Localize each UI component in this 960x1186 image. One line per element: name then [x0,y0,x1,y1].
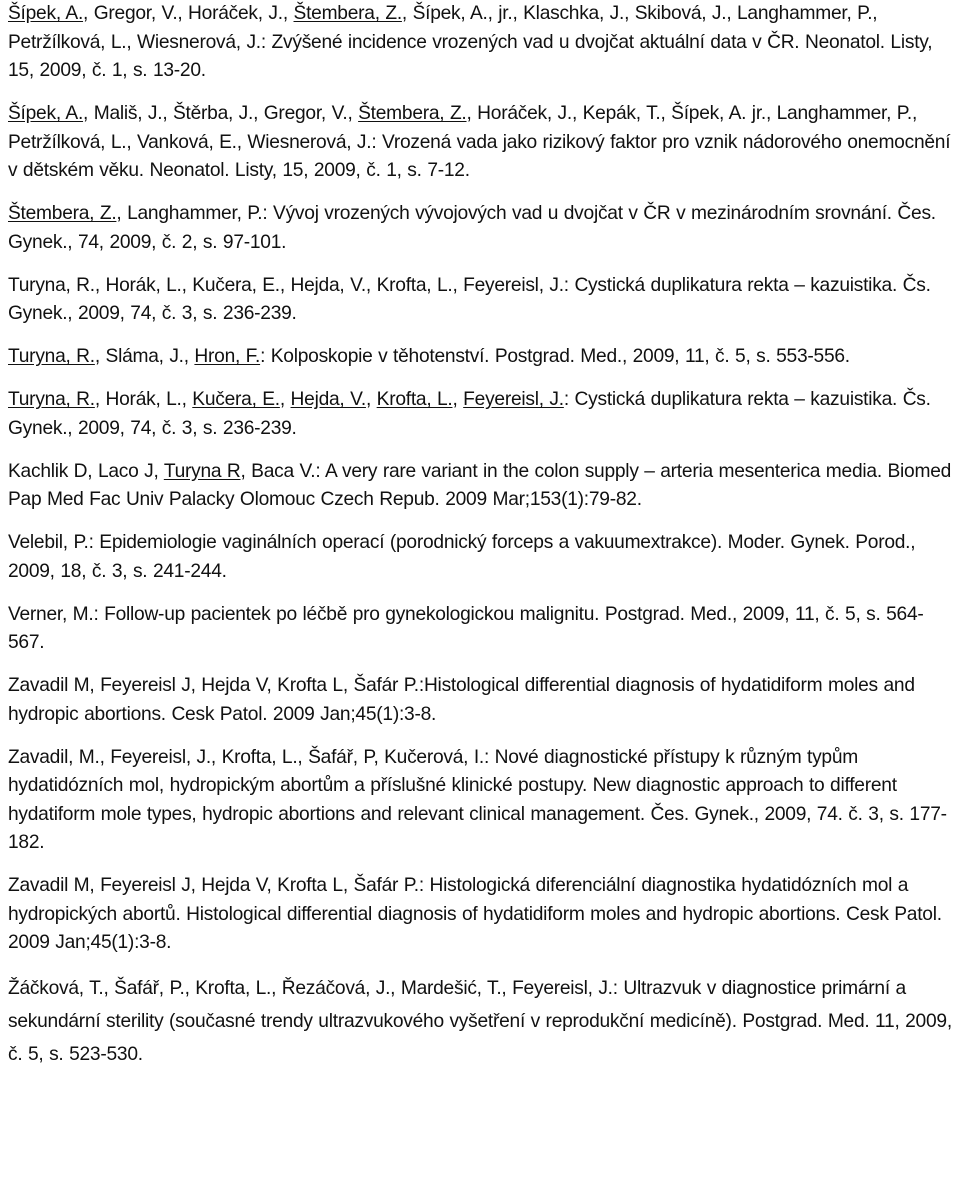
reference-text: , [279,389,291,410]
author-link: Štembera, Z. [358,103,467,124]
reference-text: , Sláma, J., [94,346,195,367]
author-link: Štembera, Z. [293,3,402,24]
reference-item [8,0,956,86]
reference-item [8,672,956,729]
author-link: Hejda, V. [290,389,366,410]
reference-item [8,200,956,257]
reference-text: , Langhammer, P.: Vývoj vrozených vývojových vad u dvojčat v ČR v mezinárodním srovnání. Čes. Gynek., 74, 2009, č. 2, s. 97-101. [8,203,936,253]
reference-item [8,972,956,1071]
reference-text: , Horák, L., [94,389,193,410]
reference-text: , [452,389,464,410]
reference-text: Zavadil, M., Feyereisl, J., Krofta, L., Šafář, P, Kučerová, I.: Nové diagnostické přístupy k různým typům hydatidózních mol, hydropickým abortům a příslušné klinické postupy. New diagnostic approach to different hydatiform mole types, hydropic abortions and relevant clinical management. Čes. Gynek., 2009, 74. č. 3, s. 177-182. [8,746,947,853]
author-link: Turyna, R. [8,346,95,367]
reference-item [8,272,956,329]
reference-text: , Baca V.: A very rare variant in the colon supply – arteria mesenterica media. Biomed Pap Med Fac Univ Palacky Olomouc Czech Repub. 2009 Mar;153(1):79-82. [8,460,952,510]
author-link: Kučera, E. [192,389,280,410]
author-link: Štembera, Z. [8,203,117,224]
reference-text: , Horáček, J., Kepák, T., Šípek, A. jr., Langhammer, P., Petržílková, L., Vanková, E., Wiesnerová, J.: Vrozená vada jako rizikový faktor pro vznik nádorového onemocnění v dětském věku. Neonatol. Listy, 15, 2009, č. 1, s. 7-12. [8,103,951,181]
reference-text: , Mališ, J., Štěrba, J., Gregor, V., [83,103,359,124]
reference-text: , Gregor, V., Horáček, J., [83,3,294,24]
reference-text: : Kolposkopie v těhotenství. Postgrad. Med., 2009, 11, č. 5, s. 553-556. [260,346,850,367]
reference-item [8,386,956,443]
reference-text: Turyna, R., Horák, L., Kučera, E., Hejda, V., Krofta, L., Feyereisl, J.: Cystická duplikatura rekta – kazuistika. Čs. Gynek., 2009, 74, č. 3, s. 236-239. [8,274,931,324]
author-link: Šípek, A. [8,103,84,124]
reference-item [8,343,956,372]
reference-text: Verner, M.: Follow-up pacientek po léčbě pro gynekologickou malignitu. Postgrad. Med., 2009, 11, č. 5, s. 564-567. [8,603,924,653]
reference-item [8,458,956,515]
reference-item [8,529,956,586]
author-link: Turyna, R. [8,389,95,410]
reference-item [8,601,956,658]
author-link: Hron, F. [194,346,261,367]
author-link: Šípek, A. [8,3,84,24]
author-link: Feyereisl, J. [463,389,564,410]
reference-text: Zavadil M, Feyereisl J, Hejda V, Krofta L, Šafár P.:Histological differential diagnosis of hydatidiform moles and hydropic abortions. Cesk Patol. 2009 Jan;45(1):3-8. [8,675,915,725]
reference-text: Velebil, P.: Epidemiologie vaginálních operací (porodnický forceps a vakuumextrakce). Moder. Gynek. Porod., 2009, 18, č. 3, s. 241-244. [8,532,916,582]
reference-text: Kachlik D, Laco J, [8,460,164,482]
reference-text: Zavadil M, Feyereisl J, Hejda V, Krofta L, Šafár P.: Histologická diferenciální diagnostika hydatidózních mol a hydropických abortů. Histological differential diagnosis of hydatidiform moles and hydropic abortions. Cesk Patol. 2009 Jan;45(1):3-8. [8,875,942,953]
reference-item [8,744,956,858]
author-link: Krofta, L. [376,389,453,410]
reference-text: , Šípek, A., jr., Klaschka, J., Skibová, J., Langhammer, P., Petržílková, L., Wiesnerová, J.: Zvýšené incidence vrozených vad u dvojčat aktuální data v ČR. Neonatol. Listy, 15, 2009, č. 1, s. 13-20. [8,3,933,81]
reference-item [8,872,956,958]
reference-item [8,100,956,186]
reference-list [8,0,956,1071]
reference-text: Žáčková, T., Šafář, P., Krofta, L., Řezáčová, J., Mardešić, T., Feyereisl, J.: Ultrazvuk v diagnostice primární a sekundární sterility (současné trendy ultrazvukového vyšetření v reprodukční medicíně). Postgrad. Med. 11, 2009, č. 5, s. 523-530. [8,978,952,1065]
author-link: Turyna R [163,460,241,482]
reference-text: : Cystická duplikatura rekta – kazuistika. Čs. Gynek., 2009, 74, č. 3, s. 236-239. [8,389,931,439]
reference-text: , [365,389,377,410]
